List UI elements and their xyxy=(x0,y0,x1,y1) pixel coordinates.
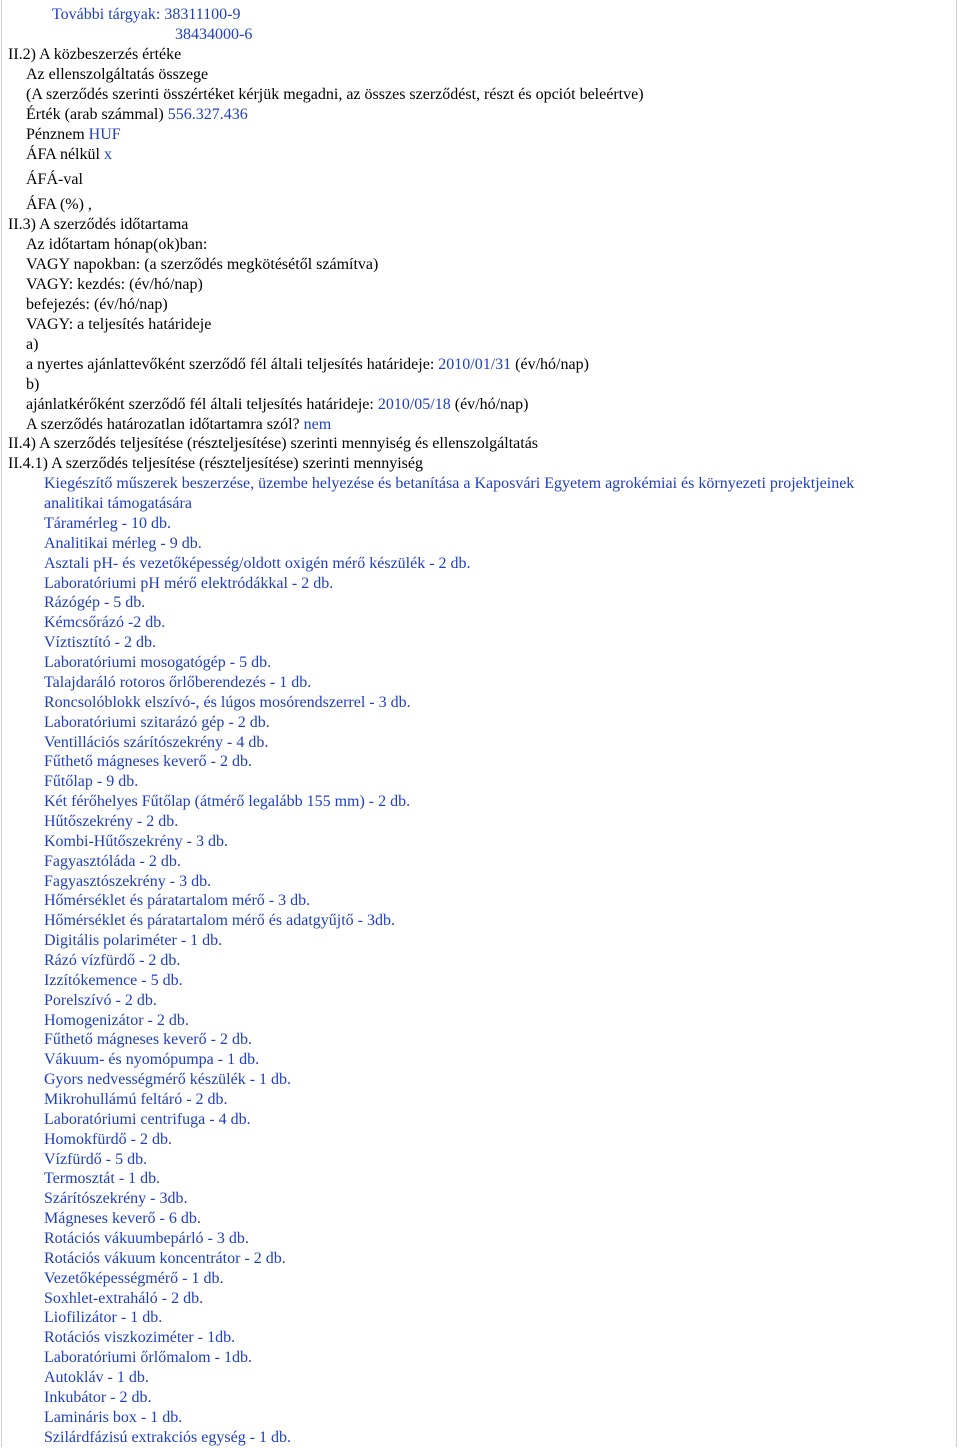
equipment-list-item: Víztisztító - 2 db. xyxy=(44,634,156,652)
equipment-list-item: Fűthető mágneses keverő - 2 db. xyxy=(44,753,252,771)
equipment-list-item: Digitális polariméter - 1 db. xyxy=(44,932,223,950)
currency-line xyxy=(26,125,121,145)
equipment-list-item: Roncsolóblokk elszívó-, és lúgos mosórendszerrel - 3 db. xyxy=(44,693,411,711)
option-a-text: a nyertes ajánlattevőként szerződő fél általi teljesítés határideje: xyxy=(26,356,435,373)
equipment-list-item: Rázógép - 5 db. xyxy=(44,594,146,612)
vat-with-label: ÁFÁ-val xyxy=(26,171,83,188)
indefinite-duration-line xyxy=(26,415,331,435)
currency-label: Pénznem xyxy=(26,126,85,143)
equipment-list-item: Rotációs vákuumbepárló - 3 db. xyxy=(44,1230,249,1247)
additional-cpv-line xyxy=(52,5,240,25)
equipment-list-item: Laboratóriumi őrlőmalom - 1db. xyxy=(44,1349,252,1367)
quantity-description-line-2: analitikai támogatására xyxy=(44,495,192,512)
equipment-list-item: Szilárdfázisú extrakciós egység - 1 db. xyxy=(44,1428,292,1446)
equipment-list-item: Fűthető mágneses keverő - 2 db. xyxy=(44,1031,252,1049)
vat-without-line xyxy=(26,145,112,165)
value-label: Érték (arab számmal) xyxy=(26,106,164,123)
equipment-list-item: Rázó vízfürdő - 2 db. xyxy=(44,951,181,969)
equipment-list-item: Homogenizátor - 2 db. xyxy=(44,1011,189,1029)
section-ii2-heading: II.2) A közbeszerzés értéke xyxy=(8,46,182,63)
equipment-list-item: Homokfürdő - 2 db. xyxy=(44,1130,172,1148)
equipment-list-item: Fagyasztóláda - 2 db. xyxy=(44,852,181,870)
option-a-label: a) xyxy=(26,336,39,353)
equipment-list-item: Lamináris box - 1 db. xyxy=(44,1408,183,1426)
section-ii3-heading: II.3) A szerződés időtartama xyxy=(8,216,189,233)
option-b-label: b) xyxy=(26,376,40,393)
equipment-list-item: Két férőhelyes Fűtőlap (átmérő legalább 155 mm) - 2 db. xyxy=(44,793,411,810)
equipment-list-item: Rotációs viszkoziméter - 1db. xyxy=(44,1329,236,1347)
equipment-list-item: Vízfürdő - 5 db. xyxy=(44,1150,148,1168)
equipment-list-item: Termosztát - 1 db. xyxy=(44,1170,161,1188)
equipment-list-item: Inkubátor - 2 db. xyxy=(44,1388,152,1406)
end-date-label: befejezés: (év/hó/nap) xyxy=(26,296,168,313)
value-amount: 556.327.436 xyxy=(167,106,248,123)
equipment-list-item: Porelszívó - 2 db. xyxy=(44,991,157,1009)
equipment-list-item: Laboratóriumi szitarázó gép - 2 db. xyxy=(44,713,270,731)
equipment-list-item: Hőmérséklet és páratartalom mérő - 3 db. xyxy=(44,892,311,910)
indefinite-duration-label: A szerződés határozatlan időtartamra szól? xyxy=(26,416,300,433)
equipment-list-item: Analitikai mérleg - 9 db. xyxy=(44,534,202,552)
equipment-list-item: Talajdaráló rotoros őrlőberendezés - 1 db. xyxy=(44,673,312,691)
equipment-list-item: Autokláv - 1 db. xyxy=(44,1369,149,1386)
vat-without-mark: x xyxy=(103,146,112,163)
equipment-list-item: Mágneses keverő - 6 db. xyxy=(44,1210,201,1228)
equipment-list-item: Táramérleg - 10 db. xyxy=(44,515,172,532)
equipment-list-item: Laboratóriumi pH mérő elektródákkal - 2 db. xyxy=(44,574,334,592)
option-a-line xyxy=(26,355,589,375)
additional-cpv-label: További tárgyak: xyxy=(52,6,161,23)
equipment-list-item: Fagyasztószekrény - 3 db. xyxy=(44,872,212,890)
duration-days-label: VAGY napokban: (a szerződés megkötésétől számítva) xyxy=(26,256,379,273)
equipment-list-item: Soxhlet-extraháló - 2 db. xyxy=(44,1289,204,1307)
vat-rate-label: ÁFA (%) , xyxy=(26,196,92,213)
equipment-list-item: Hőmérséklet és páratartalom mérő és adatgyűjtő - 3db. xyxy=(44,912,395,930)
option-a-date: 2010/01/31 xyxy=(438,356,512,373)
equipment-list-item: Hűtőszekrény - 2 db. xyxy=(44,812,179,830)
equipment-list-item: Kombi-Hűtőszekrény - 3 db. xyxy=(44,832,228,850)
option-b-text: ajánlatkérőként szerződő fél általi teljesítés határideje: xyxy=(26,396,374,413)
contract-value-note: (A szerződés szerinti összértéket kérjük megadni, az összes szerződést, részt és opciót beleértve) xyxy=(26,86,644,103)
left-border-line xyxy=(1,0,2,1447)
equipment-list-item: Vezetőképességmérő - 1 db. xyxy=(44,1269,224,1287)
quantity-description-line-1: Kiegészítő műszerek beszerzése, üzembe helyezése és betanítása a Kaposvári Egyetem agrokémiai és környezeti projektjeinek xyxy=(44,475,855,492)
equipment-list-item: Mikrohullámú feltáró - 2 db. xyxy=(44,1090,228,1108)
currency-value: HUF xyxy=(88,126,121,143)
equipment-list-item: Ventillációs szárítószekrény - 4 db. xyxy=(44,733,269,751)
cpv-code-2: 38434000-6 xyxy=(175,26,253,43)
value-line xyxy=(26,105,248,125)
contract-value-subheading: Az ellenszolgáltatás összege xyxy=(26,66,209,83)
section-ii41-heading: II.4.1) A szerződés teljesítése (részteljesítése) szerinti mennyiség xyxy=(8,455,423,472)
section-ii4-heading: II.4) A szerződés teljesítése (részteljesítése) szerinti mennyiség és ellenszolgáltatás xyxy=(8,435,539,452)
duration-months-label: Az időtartam hónap(ok)ban: xyxy=(26,236,208,253)
deadline-label: VAGY: a teljesítés határideje xyxy=(26,316,212,333)
equipment-list-item: Asztali pH- és vezetőképesség/oldott oxigén mérő készülék - 2 db. xyxy=(44,554,471,572)
vat-without-label: ÁFA nélkül xyxy=(26,146,100,163)
right-border-line xyxy=(956,0,957,1447)
equipment-list-item: Liofilizátor - 1 db. xyxy=(44,1309,163,1327)
equipment-list-item: Izzítókemence - 5 db. xyxy=(44,971,183,989)
option-a-unit: (év/hó/nap) xyxy=(515,356,589,373)
equipment-list-item: Laboratóriumi centrifuga - 4 db. xyxy=(44,1110,251,1128)
equipment-list-item: Fűtőlap - 9 db. xyxy=(44,773,139,791)
equipment-list-item: Gyors nedvességmérő készülék - 1 db. xyxy=(44,1071,292,1089)
option-b-line xyxy=(26,395,528,415)
start-date-label: VAGY: kezdés: (év/hó/nap) xyxy=(26,276,203,293)
equipment-list-item: Laboratóriumi mosogatógép - 5 db. xyxy=(44,654,272,671)
option-b-unit: (év/hó/nap) xyxy=(454,396,529,413)
option-b-date: 2010/05/18 xyxy=(377,396,451,413)
indefinite-duration-value: nem xyxy=(303,416,332,433)
equipment-list-item: Kémcsőrázó -2 db. xyxy=(44,614,166,632)
cpv-code-1: 38311100-9 xyxy=(164,6,241,23)
equipment-list-item: Szárítószekrény - 3db. xyxy=(44,1190,188,1208)
equipment-list-item: Vákuum- és nyomópumpa - 1 db. xyxy=(44,1051,260,1069)
equipment-list-item: Rotációs vákuum koncentrátor - 2 db. xyxy=(44,1249,286,1267)
